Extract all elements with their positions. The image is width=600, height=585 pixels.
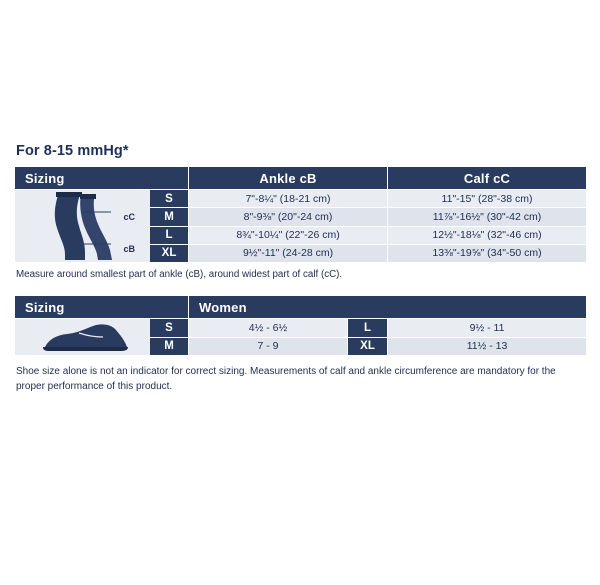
row-size-label: L: [150, 226, 189, 244]
shoe-sizing-table: [14, 295, 587, 356]
cell-shoe-size-right: 9½ - 11: [388, 319, 587, 338]
column-header-sizing: Sizing: [15, 167, 189, 190]
cell-shoe-size-left: 7 - 9: [189, 337, 348, 356]
cell-ankle: 8"-9⅜" (20"-24 cm): [189, 208, 388, 226]
column-header-sizing: Sizing: [15, 296, 189, 319]
label-ankle-cb: cB: [123, 244, 135, 254]
cell-ankle: 7"-8¼" (18-21 cm): [189, 190, 388, 208]
row-size-label-right: L: [348, 319, 388, 338]
cell-ankle: 8¾"-10¼" (22"-26 cm): [189, 226, 388, 244]
cell-calf: 11⅞"-16½" (30"-42 cm): [388, 208, 587, 226]
row-size-label: M: [150, 208, 189, 226]
cell-shoe-size-left: 4½ - 6½: [189, 319, 348, 338]
column-header-calf: Calf cC: [388, 167, 587, 190]
table-row: [15, 319, 587, 338]
table-row: [15, 190, 587, 208]
row-size-label: XL: [150, 244, 189, 262]
content-wrapper: [14, 143, 586, 394]
column-header-women: Women: [189, 296, 587, 319]
row-size-label-right: XL: [348, 337, 388, 356]
cell-calf: 12½"-18⅛" (32"-46 cm): [388, 226, 587, 244]
table-header-row: [15, 296, 587, 319]
leg-diagram: [15, 190, 150, 263]
label-calf-cc: cC: [123, 212, 135, 222]
column-header-ankle: Ankle cB: [189, 167, 388, 190]
row-size-label-left: S: [150, 319, 189, 338]
cell-ankle: 9½"-11" (24-28 cm): [189, 244, 388, 262]
table-header-row: [15, 167, 587, 190]
measure-note: Measure around smallest part of ankle (cB), around widest part of calf (cC).: [16, 269, 343, 280]
cell-calf: 11"-15" (28"-38 cm): [388, 190, 587, 208]
shoe-size-footnote: Shoe size alone is not an indicator for correct sizing. Measurements of calf and ankle circumference are mandatory for the proper performance of this product.: [16, 366, 556, 393]
page-title: For 8-15 mmHg*: [16, 143, 129, 159]
row-size-label: S: [150, 190, 189, 208]
cell-calf: 13⅜"-19⅝" (34"-50 cm): [388, 244, 587, 262]
compression-sizing-table: [14, 166, 587, 263]
section-spacer: [14, 281, 586, 295]
row-size-label-left: M: [150, 337, 189, 356]
shoe-diagram: [15, 319, 150, 356]
cell-shoe-size-right: 11½ - 13: [388, 337, 587, 356]
